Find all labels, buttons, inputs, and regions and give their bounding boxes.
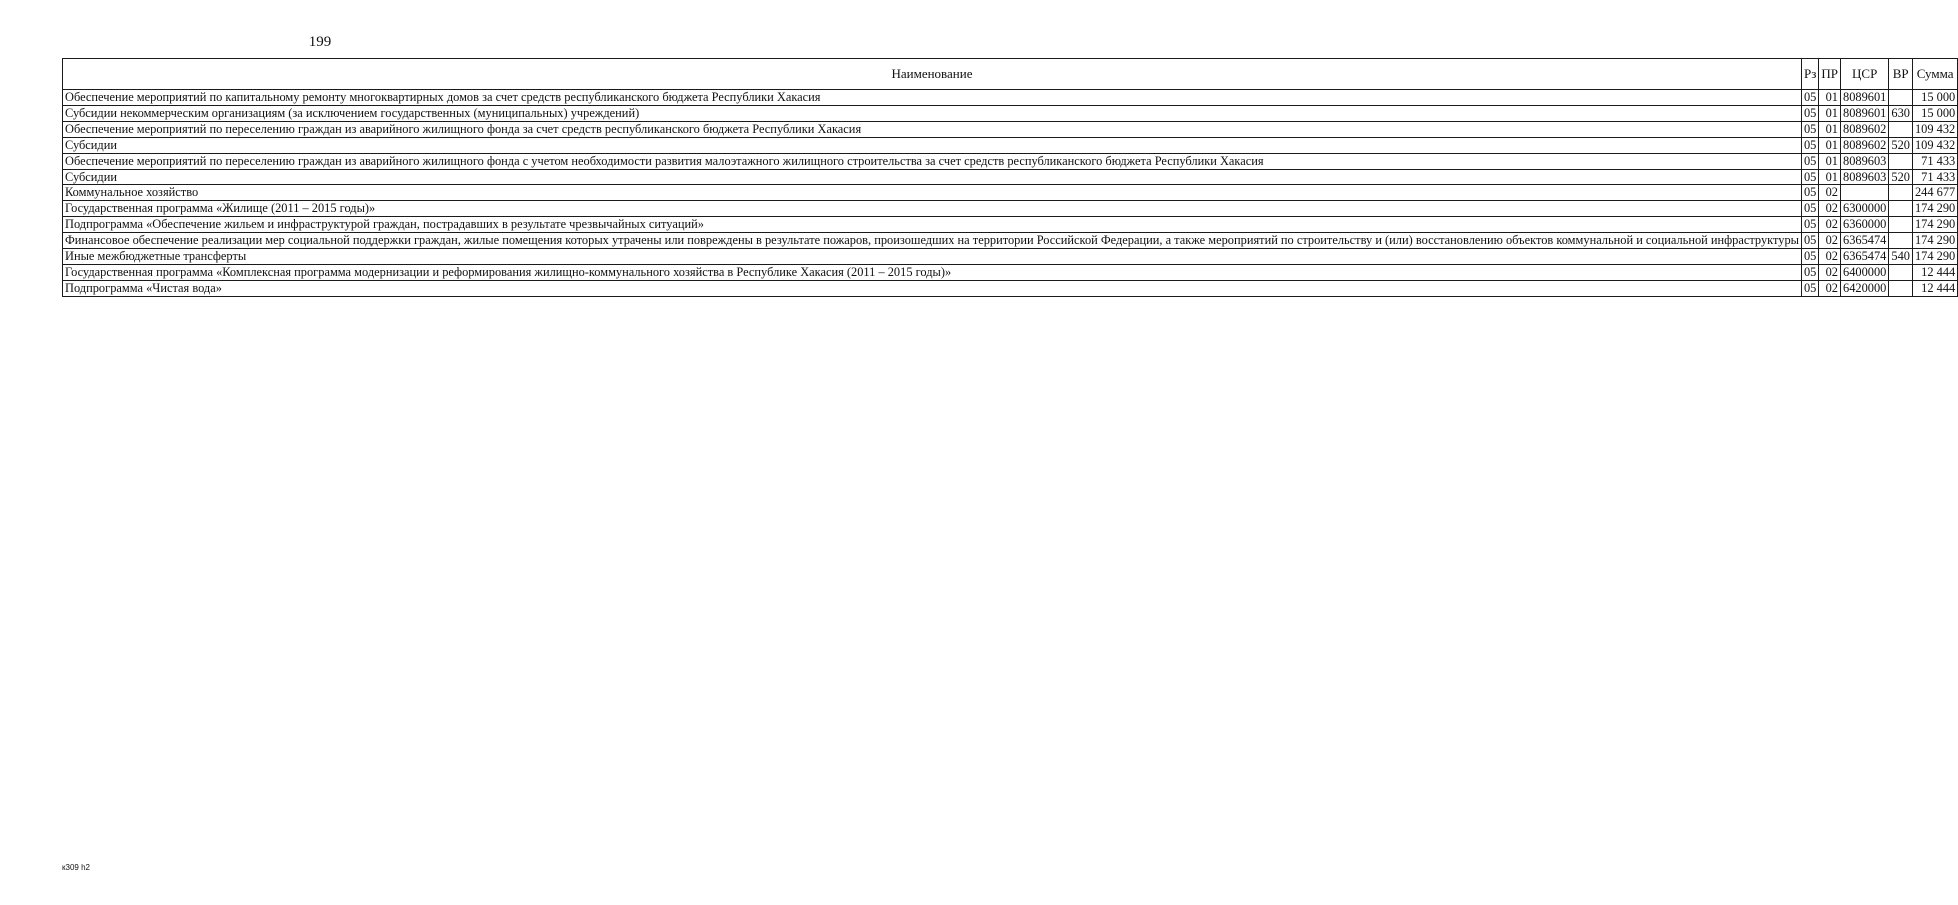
cell-csr: 6360000 — [1841, 217, 1889, 233]
table-row — [63, 185, 1958, 201]
cell-vr — [1889, 280, 1913, 296]
cell-csr: 6365474 — [1841, 249, 1889, 265]
cell-pr: 02 — [1819, 233, 1841, 249]
cell-csr: 8089602 — [1841, 137, 1889, 153]
cell-pr: 02 — [1819, 264, 1841, 280]
table-row — [63, 169, 1958, 185]
cell-pr: 02 — [1819, 249, 1841, 265]
cell-name: Государственная программа «Жилище (2011 – 2015 годы)» — [63, 201, 1802, 217]
cell-vr — [1889, 121, 1913, 137]
table-body — [63, 90, 1958, 297]
table-row — [63, 217, 1958, 233]
cell-name: Государственная программа «Комплексная программа модернизации и реформирования жилищно-коммунального хозяйства в Республике Хакасия (2011 – 2015 годы)» — [63, 264, 1802, 280]
cell-rz: 05 — [1801, 90, 1818, 106]
cell-rz: 05 — [1801, 185, 1818, 201]
header-vr: ВР — [1889, 59, 1913, 90]
cell-rz: 05 — [1801, 201, 1818, 217]
cell-sum: 15 000 — [1912, 105, 1957, 121]
cell-vr: 630 — [1889, 105, 1913, 121]
table-row — [63, 264, 1958, 280]
cell-pr: 01 — [1819, 121, 1841, 137]
cell-sum: 174 290 — [1912, 201, 1957, 217]
cell-rz: 05 — [1801, 121, 1818, 137]
cell-sum: 174 290 — [1912, 217, 1957, 233]
cell-name: Подпрограмма «Обеспечение жильем и инфраструктурой граждан, пострадавших в результате чрезвычайных ситуаций» — [63, 217, 1802, 233]
cell-sum: 109 432 — [1912, 137, 1957, 153]
cell-pr: 02 — [1819, 201, 1841, 217]
table-row — [63, 137, 1958, 153]
cell-name: Подпрограмма «Чистая вода» — [63, 280, 1802, 296]
table-row — [63, 121, 1958, 137]
cell-pr: 02 — [1819, 280, 1841, 296]
cell-vr — [1889, 185, 1913, 201]
cell-rz: 05 — [1801, 217, 1818, 233]
cell-sum: 174 290 — [1912, 249, 1957, 265]
cell-csr: 6300000 — [1841, 201, 1889, 217]
cell-name: Обеспечение мероприятий по переселению граждан из аварийного жилищного фонда за счет средств республиканского бюджета Республики Хакасия — [63, 121, 1802, 137]
table-row — [63, 105, 1958, 121]
cell-name: Финансовое обеспечение реализации мер социальной поддержки граждан, жилые помещения которых утрачены или повреждены в результате пожаров, произошедших на территории Российской Федерации, а также мероприятий по строительству и (или) восстановлению объектов коммунальной и социальной инфраструктуры — [63, 233, 1802, 249]
cell-rz: 05 — [1801, 105, 1818, 121]
cell-csr: 8089603 — [1841, 169, 1889, 185]
header-name: Наименование — [63, 59, 1802, 90]
cell-csr: 6365474 — [1841, 233, 1889, 249]
cell-name: Субсидии — [63, 137, 1802, 153]
table-row — [63, 280, 1958, 296]
cell-pr: 01 — [1819, 105, 1841, 121]
cell-csr: 8089603 — [1841, 153, 1889, 169]
table-row — [63, 90, 1958, 106]
cell-name: Иные межбюджетные трансферты — [63, 249, 1802, 265]
cell-csr: 8089601 — [1841, 105, 1889, 121]
header-rz: Рз — [1801, 59, 1818, 90]
cell-sum: 71 433 — [1912, 169, 1957, 185]
cell-vr — [1889, 217, 1913, 233]
cell-vr: 540 — [1889, 249, 1913, 265]
cell-sum: 109 432 — [1912, 121, 1957, 137]
cell-rz: 05 — [1801, 233, 1818, 249]
cell-vr — [1889, 90, 1913, 106]
cell-vr — [1889, 153, 1913, 169]
cell-sum: 71 433 — [1912, 153, 1957, 169]
cell-rz: 05 — [1801, 169, 1818, 185]
cell-pr: 02 — [1819, 217, 1841, 233]
cell-csr: 6400000 — [1841, 264, 1889, 280]
cell-rz: 05 — [1801, 153, 1818, 169]
cell-csr: 6420000 — [1841, 280, 1889, 296]
cell-vr: 520 — [1889, 169, 1913, 185]
cell-pr: 01 — [1819, 169, 1841, 185]
header-csr: ЦСР — [1841, 59, 1889, 90]
cell-vr: 520 — [1889, 137, 1913, 153]
cell-pr: 01 — [1819, 137, 1841, 153]
cell-sum: 12 444 — [1912, 264, 1957, 280]
cell-name: Субсидии некоммерческим организациям (за исключением государственных (муниципальных) учреждений) — [63, 105, 1802, 121]
table-row — [63, 249, 1958, 265]
cell-name: Субсидии — [63, 169, 1802, 185]
budget-table — [62, 58, 1958, 297]
cell-pr: 01 — [1819, 153, 1841, 169]
cell-name: Обеспечение мероприятий по капитальному ремонту многоквартирных домов за счет средств республиканского бюджета Республики Хакасия — [63, 90, 1802, 106]
cell-rz: 05 — [1801, 280, 1818, 296]
table-header-row — [63, 59, 1958, 90]
table-row — [63, 153, 1958, 169]
table-row — [63, 233, 1958, 249]
cell-sum: 174 290 — [1912, 233, 1957, 249]
cell-rz: 05 — [1801, 249, 1818, 265]
cell-csr: 8089602 — [1841, 121, 1889, 137]
cell-name: Обеспечение мероприятий по переселению граждан из аварийного жилищного фонда с учетом необходимости развития малоэтажного жилищного строительства за счет средств республиканского бюджета Республики Хакасия — [63, 153, 1802, 169]
cell-sum: 15 000 — [1912, 90, 1957, 106]
cell-rz: 05 — [1801, 137, 1818, 153]
cell-vr — [1889, 201, 1913, 217]
cell-sum: 12 444 — [1912, 280, 1957, 296]
cell-name: Коммунальное хозяйство — [63, 185, 1802, 201]
table-row — [63, 201, 1958, 217]
cell-pr: 02 — [1819, 185, 1841, 201]
cell-pr: 01 — [1819, 90, 1841, 106]
header-pr: ПР — [1819, 59, 1841, 90]
cell-rz: 05 — [1801, 264, 1818, 280]
page-number: 199 — [308, 34, 332, 50]
cell-csr: 8089601 — [1841, 90, 1889, 106]
cell-vr — [1889, 264, 1913, 280]
cell-sum: 244 677 — [1912, 185, 1957, 201]
footer-code: к309 h2 — [62, 863, 90, 872]
header-sum: Сумма — [1912, 59, 1957, 90]
cell-vr — [1889, 233, 1913, 249]
cell-csr — [1841, 185, 1889, 201]
